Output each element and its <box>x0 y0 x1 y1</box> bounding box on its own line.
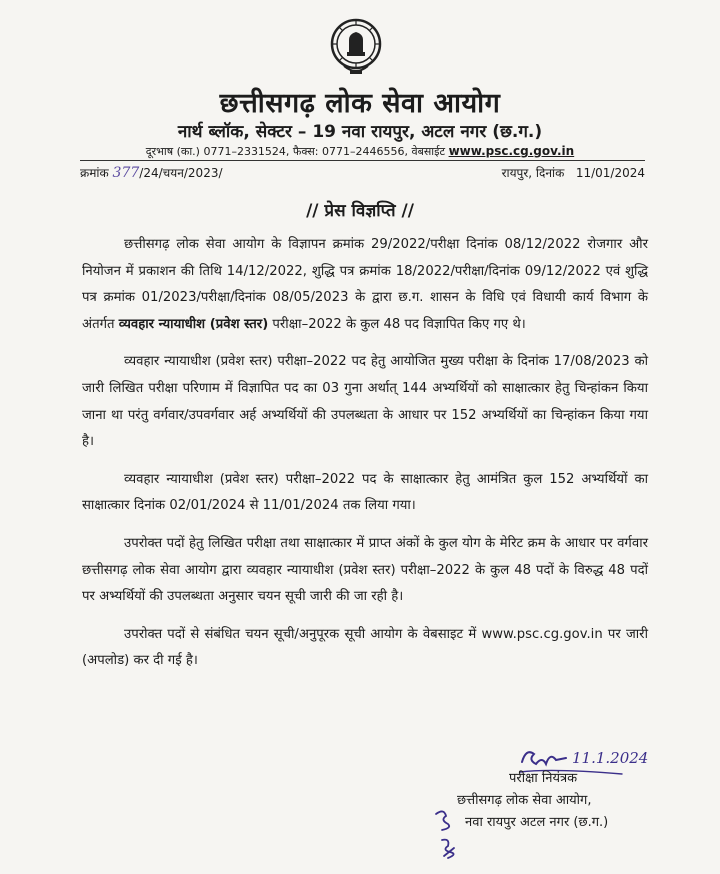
reference-number-handwritten: 377 <box>112 165 140 181</box>
paragraph-4: उपरोक्त पदों हेतु लिखित परीक्षा तथा साक्षात्कार में प्राप्त अंकों के कुल योग के मेरिट क्रम के आधार पर वर्गवार छत्तीसगढ़ लोक सेवा आयोग द्वारा व्यवहार न्यायाधीश (प्रवेश स्तर) परीक्षा–2022 के कुल 48 पदों के विरुद्ध 48 पदों पर अभ्यर्थियों की उपलब्धता अनुसार चयन सूची जारी की जा रही है। <box>82 535 648 605</box>
website-link[interactable]: www.psc.cg.gov.in <box>448 144 575 158</box>
contact-details: दूरभाष (का.) 0771–2331524, फैक्स: 0771–2446556, वेबसाईट <box>145 145 446 158</box>
place-date-label: रायपुर, दिनांक <box>501 166 565 180</box>
signature-date: 11.1.2024 <box>572 749 649 767</box>
place-date <box>502 164 645 181</box>
initials-mark-icon <box>432 808 458 832</box>
paragraph-1-text-a: छत्तीसगढ़ लोक सेवा आयोग के विज्ञापन क्रमांक 29/2022/परीक्षा दिनांक 08/12/2022 रोजगार और नियोजन में प्रकाशन की तिथि 14/12/2022, शुद्धि पत्र क्रमांक 18/2022/परीक्षा/दिनांक 09/12/2022 एवं शुद्धि पत्र क्रमांक 01/2023/परीक्षा/दिनांक 08/05/2023 के द्वारा छ.ग. शासन के विधि एवं विधायी कार्य विभाग के अंतर्गत <box>82 237 648 332</box>
paragraph-3: व्यवहार न्यायाधीश (प्रवेश स्तर) परीक्षा–2022 पद के साक्षात्कार हेतु आमंत्रित कुल 152 अभ्यर्थियों का साक्षात्कार दिनांक 02/01/2024 से 11/01/2024 तक लिया गया। <box>82 471 648 514</box>
press-release-title: // प्रेस विज्ञप्ति // <box>306 201 414 221</box>
reference-label: क्रमांक <box>80 166 109 180</box>
post-name-bold: व्यवहार न्यायाधीश (प्रवेश स्तर) <box>118 316 269 332</box>
state-emblem-icon <box>330 18 382 80</box>
paragraph-5: उपरोक्त पदों से संबंधित चयन सूची/अनुपूरक सूची आयोग के वेबसाइट में www.psc.cg.gov.in पर जारी (अपलोड) कर दी गई है। <box>82 626 648 669</box>
signatory-designation: परीक्षा नियंत्रक <box>509 771 578 786</box>
paragraph-2: व्यवहार न्यायाधीश (प्रवेश स्तर) परीक्षा–2022 पद हेतु आयोजित मुख्य परीक्षा के दिनांक 17/08/2023 को जारी लिखित परीक्षा परिणाम में विज्ञापित पद का 03 गुना अर्थात् 144 अभ्यर्थियों को साक्षात्कार हेतु चिन्हांकन किया जाना था परंतु वर्गवार/उपवर्गवार अर्ह अभ्यर्थियों की उपलब्धता के आधार पर 152 अभ्यर्थियों का चिन्हांकन किया गया है। <box>82 354 648 450</box>
issue-date: 11/01/2024 <box>575 166 645 180</box>
contact-line <box>0 144 720 159</box>
reference-number <box>80 164 223 181</box>
reference-number-suffix: /24/चयन/2023/ <box>139 166 223 180</box>
header-divider <box>80 160 645 161</box>
initials-mark-icon <box>436 836 462 862</box>
signatory-organisation: छत्तीसगढ़ लोक सेवा आयोग, <box>457 793 592 808</box>
org-address: नार्थ ब्लॉक, सेक्टर – 19 नवा रायपुर, अटल नगर (छ.ग.) <box>177 122 543 142</box>
signatory-place: नवा रायपुर अटल नगर (छ.ग.) <box>465 815 609 830</box>
paragraph-1-text-b: परीक्षा–2022 के कुल 48 पद विज्ञापित किए गए थे। <box>268 316 526 332</box>
press-release-body <box>82 232 648 686</box>
paragraph-1 <box>82 232 648 338</box>
org-title: छत्तीसगढ़ लोक सेवा आयोग <box>219 88 501 119</box>
